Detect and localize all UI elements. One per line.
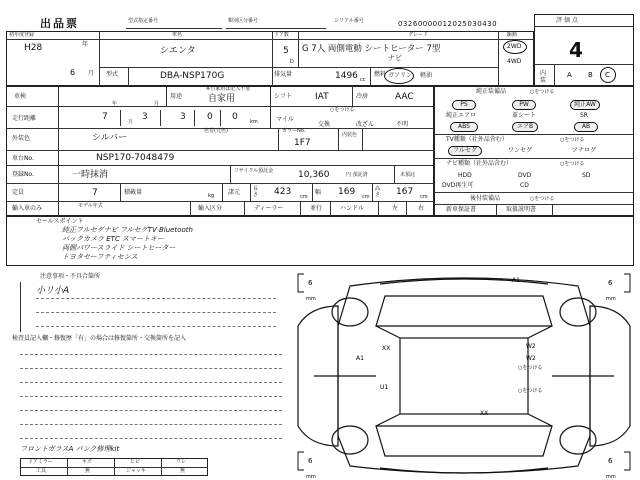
selling-point-1: 純正フルセグナビ フルセグTV Bluetooth	[62, 226, 193, 234]
grade-value: G 7人 両側電動 シートヒーター 7型	[302, 44, 441, 54]
import-class-label: 輸入区分	[198, 205, 223, 212]
selling-point-2: バックカメラ ETC スマートキー	[62, 235, 164, 243]
score-box	[534, 14, 634, 86]
capacity-label: 定員	[12, 189, 25, 196]
inspection-label: 車検	[14, 93, 27, 100]
recycle-unpaid: 未預託	[400, 172, 416, 178]
equip-abs: ABS	[450, 122, 478, 132]
damage-mark-rear: XX	[480, 410, 489, 417]
interior-grade-b: B	[588, 71, 593, 79]
fuel-gas: ガソリン	[388, 72, 413, 79]
mileage-digit-4: 0	[207, 112, 213, 122]
handle-left: 左	[392, 205, 399, 212]
notes-text: 小リ小A	[36, 286, 70, 296]
color-change-label: 色替(元色)	[204, 128, 228, 134]
length-label: 長さ	[253, 186, 259, 198]
reg-value: 一時抹消	[72, 170, 109, 180]
navi-dvd: DVD	[518, 172, 532, 179]
color-code: 1F7	[294, 138, 311, 148]
length-value: 423	[274, 187, 292, 197]
footer-col-1: ドアミラー	[28, 459, 53, 465]
navi-hdd: HDD	[458, 172, 472, 179]
mileage-digit-1: 7	[102, 112, 108, 122]
import-parallel: 並行	[310, 205, 323, 212]
drive-4wd: 4WD	[507, 58, 522, 65]
displacement-label: 排気量	[274, 71, 293, 78]
height-label: 高さ	[375, 186, 381, 198]
tv-oneseg: ワンセグ	[508, 147, 533, 154]
footer-val-3: ジャッキ	[126, 468, 146, 474]
height-unit: cm	[420, 194, 428, 200]
tire-unit-fr: mm	[606, 296, 616, 302]
interior-color-label: 内装色	[342, 132, 358, 138]
grade-label: グレード	[408, 32, 429, 38]
interior-grade-a: A	[567, 71, 572, 79]
tire-depth-rr: 6	[608, 457, 613, 465]
mileage-digits	[62, 108, 262, 128]
aircon-value: AAC	[395, 92, 414, 102]
mileage-digit-2: 3	[142, 112, 148, 122]
load-label: 積載量	[124, 189, 143, 196]
mileage-digit-3: 3	[180, 112, 186, 122]
color-code-label: カラーNo.	[282, 128, 306, 134]
use-label: 用途	[170, 93, 183, 100]
equip-airbag: エアB	[512, 122, 538, 132]
category-rule	[226, 28, 326, 29]
selling-point-3: 両側パワースライド シートヒーター	[62, 244, 176, 252]
width-unit: cm	[362, 194, 370, 200]
first-reg-era: H28	[24, 43, 43, 53]
selling-points-label: セールスポイント	[36, 218, 84, 225]
interior-label: 内装	[540, 70, 547, 84]
equipment-note: ○をつける	[530, 89, 555, 95]
recycle-value: 10,360	[298, 170, 330, 180]
navi-title: ナビ種類（社外品含む）	[446, 160, 513, 167]
displacement-unit: cc	[360, 77, 366, 83]
shift-value: IAT	[315, 92, 329, 102]
equip-ab: AB	[574, 122, 598, 132]
meter-option-tampered: 改ざん	[356, 121, 375, 128]
meter-note: ○をつける	[330, 107, 355, 113]
doors-label: ドア数	[274, 32, 289, 38]
load-unit: kg	[208, 193, 215, 199]
exterior-color-label: 外装色	[12, 135, 31, 142]
navi-note: ○をつける	[560, 161, 585, 167]
notes-label: 注意事項・不具合箇所	[40, 273, 101, 280]
inspection-month-label: 月	[154, 101, 160, 107]
dimensions-label: 諸元	[228, 189, 241, 196]
fuel-diesel: 軽油	[420, 72, 433, 79]
recycle-unit: 円 預託済	[346, 172, 368, 178]
footer-val-2: 無	[85, 468, 91, 474]
damage-mark-left-top: XX	[382, 345, 391, 352]
aircon-label: 冷房	[356, 93, 369, 100]
meter-label: マイル	[276, 116, 294, 123]
tv-fullseg: フルセグ	[448, 146, 482, 156]
drive-label: 駆動	[507, 32, 518, 38]
tire-depth-rl: 6	[308, 457, 313, 465]
width-value: 169	[338, 187, 356, 197]
width-label: 幅	[315, 189, 322, 196]
meter-option-unknown: 不明	[396, 121, 409, 128]
tire-unit-rr: mm	[606, 474, 616, 478]
handle-right: 右	[418, 205, 425, 212]
mileage-unit-km: km	[250, 119, 258, 125]
mileage-unit-man: 万	[128, 119, 134, 125]
footer-val-1: 工具	[36, 468, 47, 474]
tire-depth-fl: 6	[308, 279, 313, 287]
form-title: 出品票	[40, 17, 79, 30]
model-label: 型式	[106, 71, 119, 78]
tire-unit-fl: mm	[306, 296, 316, 302]
damage-mark-left-low: U1	[380, 384, 389, 391]
selling-point-4: トヨタセーフティセンス	[62, 253, 138, 261]
navi-sd: SD	[582, 172, 591, 179]
equipment-title: 純正装備品	[476, 88, 507, 95]
windshield-note: フロントガラスA パンク修理kit	[20, 445, 120, 453]
recycle-label: リサイクル預託金	[234, 168, 274, 174]
handle-label: ハンドル	[340, 205, 365, 212]
equip-pw: PW	[512, 100, 536, 110]
score-label: 評価点	[556, 17, 581, 24]
capacity-value: 7	[92, 188, 98, 198]
car-name-label: 車名	[172, 32, 183, 38]
score-value: 4	[569, 38, 583, 62]
shift-label: シフト	[274, 93, 293, 100]
fuel-label: 燃料	[374, 71, 387, 78]
footer-col-2: キズ	[82, 459, 92, 465]
car-name: シエンタ	[160, 46, 196, 56]
rear-title: 後付装備品	[470, 195, 501, 202]
navi-dvd-play: DVD再生可	[442, 182, 474, 189]
import-dealer: ディーラー	[254, 205, 284, 212]
equip-sr: SR	[580, 112, 588, 119]
inspection-year-label: 年	[112, 101, 118, 107]
use-note: ※自家用は記入不要	[206, 86, 251, 92]
equip-aero: 純正エアロ	[446, 112, 477, 119]
drive-2wd: 2WD	[507, 43, 522, 50]
tv-note: ○をつける	[560, 137, 585, 143]
equip-ps: PS	[452, 100, 476, 110]
new-car-warranty: 新車保証書	[446, 206, 477, 213]
tv-analog: アナログ	[572, 147, 597, 154]
owners-manual: 取扱説明書	[506, 206, 537, 213]
damage-mark-right-mid: W2	[526, 355, 536, 362]
doors-value: 5	[283, 46, 289, 56]
tire-unit-rl: mm	[306, 474, 316, 478]
footer-val-4: 無	[180, 468, 186, 474]
inspector-label: 検査員記入欄・修復歴「有」の場合は修復箇所・交換箇所を記入	[12, 335, 187, 342]
equip-leather: 革シート	[512, 112, 537, 119]
model-year-label: モデル年式	[78, 203, 103, 209]
tv-title: TV種類（社外品含む）	[446, 136, 508, 143]
mileage-digit-5: 0	[232, 112, 238, 122]
rear-note: ○をつける	[530, 196, 555, 202]
length-unit: cm	[300, 194, 308, 200]
first-reg-label: 初年度登録	[9, 32, 35, 38]
use-value: 自家用	[208, 94, 236, 104]
reg-label: 登録No.	[12, 171, 34, 178]
footer-col-3: ヒビ	[130, 459, 141, 465]
footer-col-4: ワレ	[176, 459, 187, 465]
chassis-label: 車台No.	[12, 155, 34, 162]
displacement-value: 1496	[335, 71, 358, 81]
mileage-label: 走行距離	[12, 115, 37, 122]
first-reg-month: 6	[70, 68, 76, 77]
tire-depth-fr: 6	[608, 279, 613, 287]
meter-option-replaced: 交換	[318, 121, 331, 128]
first-reg-month-unit: 月	[88, 70, 95, 77]
type-designation-label: 型式指定番号	[128, 18, 159, 24]
damage-mark-right-top: W2	[526, 343, 536, 350]
first-reg-year-unit: 年	[82, 41, 89, 48]
serial-label: シリアル番号	[334, 18, 364, 24]
diagram-note-1: ○をつける	[518, 365, 543, 371]
door-unit: D	[290, 59, 294, 65]
damage-mark-front: A1	[512, 277, 520, 284]
car-diagram	[290, 266, 638, 478]
model-value: DBA-NSP170G	[160, 71, 225, 81]
equip-aw: 純正AW	[570, 100, 600, 110]
navi-cd: CD	[520, 182, 529, 189]
interior-grade-c: C	[605, 71, 610, 79]
import-label: 輸入車のみ	[12, 205, 43, 212]
grade-sub: ナビ	[388, 54, 402, 62]
category-label: 類別区分番号	[228, 18, 259, 24]
height-value: 167	[396, 187, 414, 197]
damage-mark-left-mid: A1	[356, 355, 364, 362]
exterior-color: シルバー	[92, 133, 128, 143]
serial-number: 032600000120250304​30	[398, 20, 498, 28]
chassis-number: NSP170-7048479	[96, 153, 175, 163]
type-rule	[126, 28, 222, 29]
diagram-note-2: ○をつける	[518, 388, 543, 394]
